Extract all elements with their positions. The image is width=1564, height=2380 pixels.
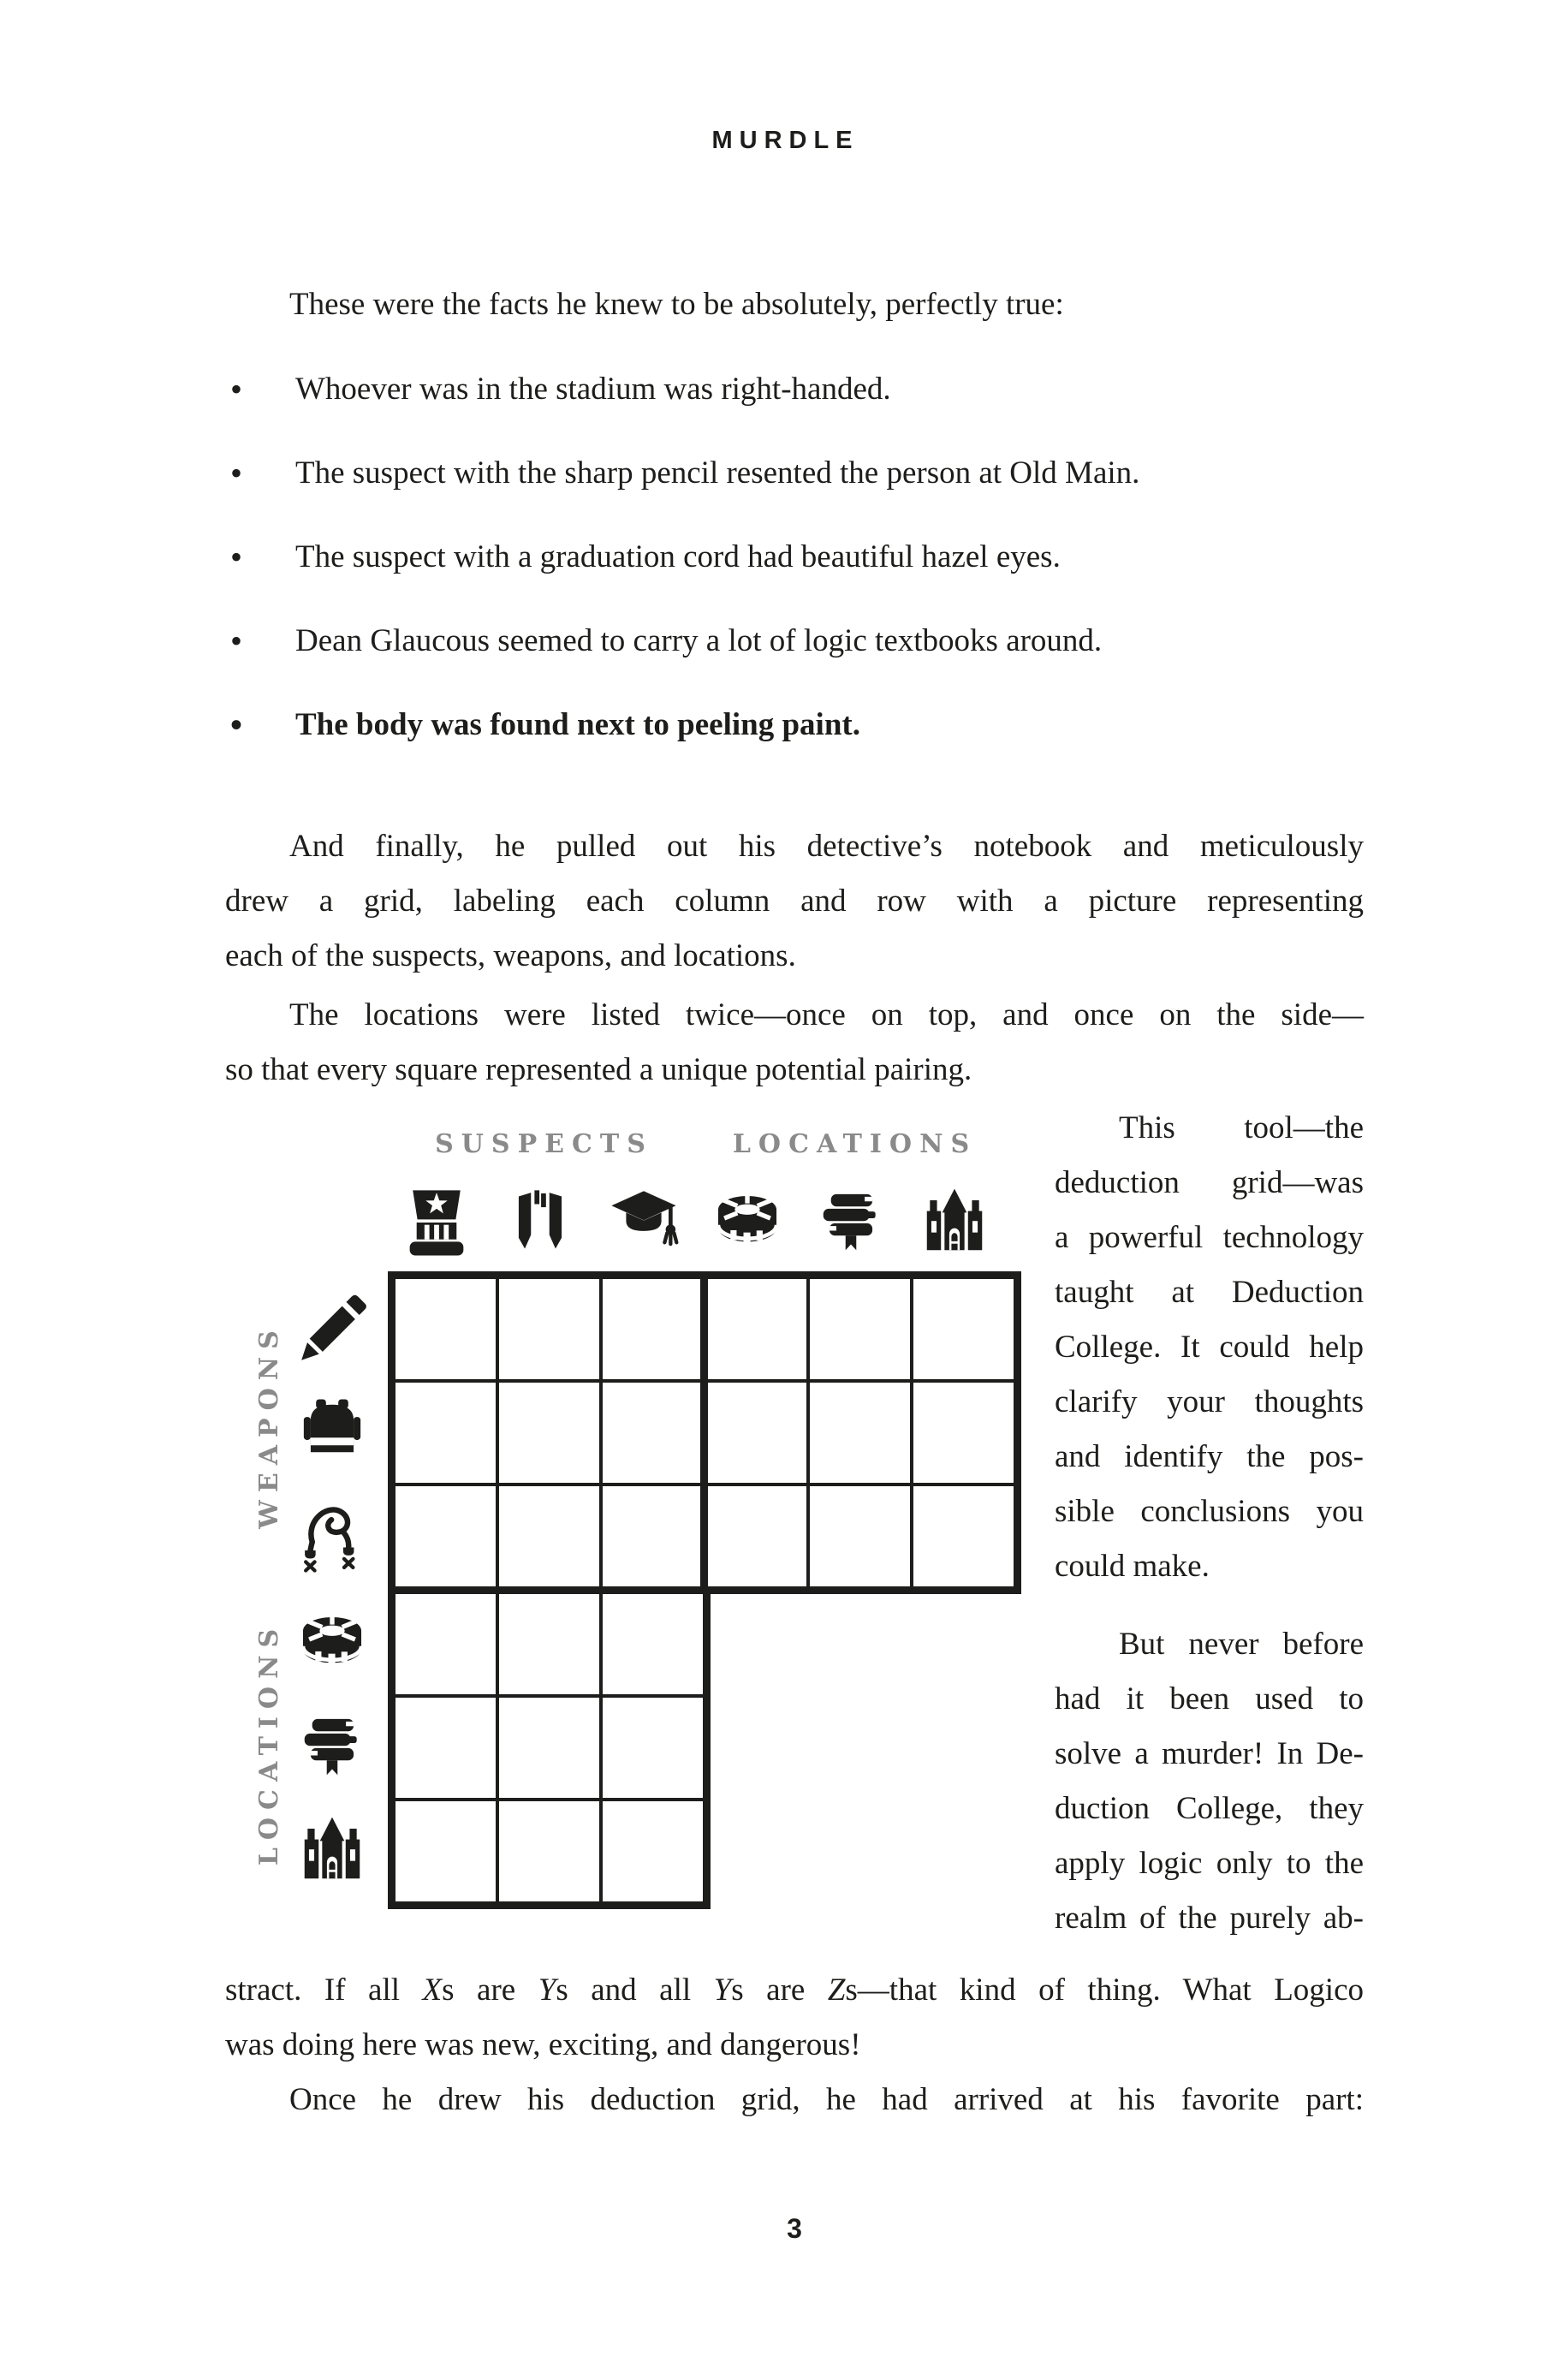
text-line: solve a murder! In De- (1055, 1736, 1364, 1771)
facts-list (225, 362, 1364, 782)
grid-cell[interactable] (499, 1801, 599, 1901)
text-line: clarify your thoughts (1055, 1384, 1364, 1419)
text-line: And finally, he pulled out his detective’s notebook and meticulously (289, 829, 1364, 864)
text-line: and identify the pos- (1055, 1439, 1364, 1474)
backpack-icon (295, 1395, 369, 1469)
text-line: Once he drew his deduction grid, he had arrived at his favorite part: (289, 2082, 1364, 2117)
grid-cell[interactable] (603, 1594, 703, 1694)
grid-cell[interactable] (810, 1383, 910, 1483)
grid-cell[interactable] (913, 1383, 1014, 1483)
fact-item: • The suspect with a graduation cord had beautiful hazel eyes. (225, 530, 1364, 585)
text-line: taught at Deduction (1055, 1275, 1364, 1310)
paragraph-this-tool (1055, 1101, 1364, 1594)
pencil-icon (295, 1292, 369, 1366)
grid-cell[interactable] (395, 1383, 496, 1483)
fact-item: • Whoever was in the stadium was right-handed. (225, 362, 1364, 417)
grid-cell[interactable] (706, 1279, 806, 1379)
text-line: so that every square represented a unique potential pairing. (225, 1052, 972, 1087)
page-number: 3 (787, 2213, 802, 2244)
books-icon (814, 1186, 888, 1259)
fact-item: • The suspect with the sharp pencil resented the person at Old Main. (225, 446, 1364, 501)
fact-item: • Dean Glaucous seemed to carry a lot of logic textbooks around. (225, 614, 1364, 669)
text-line: had it been used to (1055, 1681, 1364, 1717)
grid-cell[interactable] (499, 1486, 599, 1586)
grid-cell[interactable] (395, 1594, 496, 1694)
grid-cell[interactable] (913, 1486, 1014, 1586)
side-text-column (1055, 1101, 1364, 1946)
grid-cell[interactable] (603, 1486, 703, 1586)
grid-cell[interactable] (603, 1698, 703, 1798)
text-line: College. It could help (1055, 1330, 1364, 1365)
paragraph-abstract (225, 1963, 1364, 2127)
grid-top-block (388, 1271, 1021, 1594)
running-head: MURDLE (711, 127, 859, 154)
text-line: realm of the purely ab- (1055, 1901, 1364, 1936)
graduation-hood-icon (503, 1186, 577, 1259)
grid-cell[interactable] (810, 1279, 910, 1379)
fact-item: • The body was found next to peeling paint. (225, 698, 1364, 753)
deduction-grid-figure (225, 1110, 1364, 1978)
suspects-column-label: SUSPECTS (435, 1129, 653, 1159)
grid-cell[interactable] (395, 1698, 496, 1798)
graduation-cap-icon (607, 1186, 681, 1259)
books-icon (295, 1711, 369, 1784)
text-line: stract. If all Xs are Ys and all Ys are Zs—that kind of thing. What Logico (225, 1972, 1364, 2008)
grid-cell[interactable] (603, 1279, 703, 1379)
grid-cell[interactable] (499, 1279, 599, 1379)
grid-cell[interactable] (499, 1594, 599, 1694)
stadium-icon (711, 1186, 784, 1259)
text-line: But never before (1119, 1627, 1364, 1662)
text-line: deduction grid—was (1055, 1165, 1364, 1200)
text-line: sible conclusions you (1055, 1494, 1364, 1529)
text-line: apply logic only to the (1055, 1846, 1364, 1881)
grid-cell[interactable] (499, 1383, 599, 1483)
text-line: was doing here was new, exciting, and dangerous! (225, 2027, 861, 2062)
paragraph-and-finally (225, 819, 1364, 984)
paragraph-but-never (1055, 1617, 1364, 1946)
intro-paragraph: These were the facts he knew to be absolutely, perfectly true: (289, 287, 1064, 322)
paragraph-locations-twice (225, 988, 1364, 1098)
old-main-icon (918, 1186, 991, 1259)
grid-cell[interactable] (913, 1279, 1014, 1379)
grid-bottom-block (388, 1586, 711, 1909)
grid-cell[interactable] (706, 1383, 806, 1483)
locations-column-label: LOCATIONS (732, 1129, 978, 1159)
stadium-icon (295, 1607, 369, 1681)
grid-cell[interactable] (395, 1801, 496, 1901)
text-line: drew a grid, labeling each column and row with a picture representing (225, 884, 1364, 919)
text-line: The locations were listed twice—once on top, and once on the side— (289, 997, 1364, 1032)
text-line: a powerful technology (1055, 1220, 1364, 1255)
locations-row-label: LOCATIONS (254, 1621, 284, 1866)
grid-cell[interactable] (499, 1698, 599, 1798)
text-line: duction College, they (1055, 1791, 1364, 1826)
grid-cell[interactable] (395, 1486, 496, 1586)
grid-cell[interactable] (395, 1279, 496, 1379)
grid-section-divider (700, 1271, 708, 1594)
grid-cell[interactable] (706, 1486, 806, 1586)
grid-cell[interactable] (810, 1486, 910, 1586)
uncle-sam-hat-icon (400, 1186, 473, 1259)
grid-cell[interactable] (603, 1383, 703, 1483)
grid-cell[interactable] (603, 1801, 703, 1901)
graduation-cord-icon (295, 1499, 369, 1573)
text-line: This tool—the (1119, 1110, 1364, 1145)
text-line: could make. (1055, 1549, 1210, 1584)
text-line: each of the suspects, weapons, and locations. (225, 938, 796, 973)
old-main-icon (295, 1814, 369, 1888)
weapons-row-label: WEAPONS (254, 1323, 284, 1529)
